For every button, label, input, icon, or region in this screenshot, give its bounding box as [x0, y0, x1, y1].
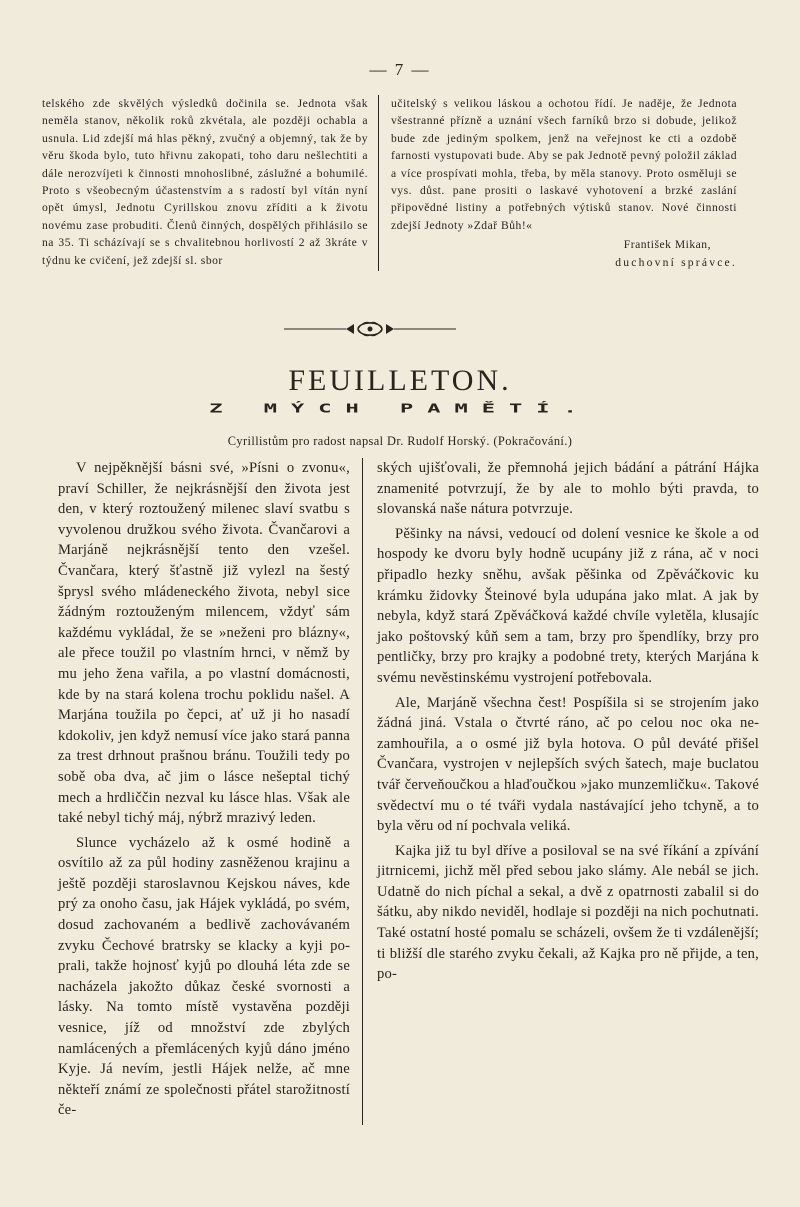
feuilleton-body	[58, 458, 764, 1125]
top-right-column	[378, 95, 737, 271]
top-article	[42, 95, 766, 271]
feuilleton-byline: Cyrillistům pro radost napsal Dr. Rudolf Horský. (Pokračování.)	[227, 434, 573, 448]
body-paragraph: V nejpěknější básni své, »Písni o zvonu«, praví Schiller, že nejkrásnější den života jest den, v který roztoužený milenec slaví svatbu s vyvolenou družkou svého života. Čvančarovi a Marjáně nejkrásnější tento den vzešel. Čvančara, který šťastně již vylezl na šestý šprysl svého mládeneckého života, nebyl sice žádným roztouženým milencem, vždyť sám každému vykládal, že se »neženi pro blázny«, ale přece toužil po vlastním hrnci, v němž by mu jeho žena vařila, a po vlastní domácnosti, kde by na stará kolena trochu poklidu našel. A Marjána toužila po čepci, ať už ji ho nasadí kdokoliv, jen když nemusí více jako stará panna za trest drhnout prašnou bránu. Toužili tedy po sobě oba dva, ač jim o lásce nešeptal tichý mech a hrdliččin nezval ku lásce hlas. Však ale také nebyl tichý máj, nýbrž mrazivý leden.	[58, 460, 350, 827]
top-left-text: telského zde skvělých výsledků dočinila se. Jednota však neměla stanov, několik roků zkvétala, ale později ochabla a usnula. Lid zdejší má hlas pěkný, zvučný a objemný, tak že by věru škoda bylo, tuto hřivnu zakopati, toho daru nešlechtiti a dále nerozvíjeti k činnosti mnohoslibné, záslužné a bohumilé. Proto s všeobecným účastenstvím a s radostí byl vítán nyní opět úmysl, Jednotu Cyrillskou znovu zříditi a k životu novému zase probuditi. Členů činných, dospělých přihlásilo se na 35. Ti scházívají se s chvalitebnou horlivostí 2 až 3kráte v týdnu ke cvičení, jež zdejší sl. sbor	[42, 97, 368, 267]
ornament-divider	[284, 318, 456, 340]
feuilleton-subtitle: Z MÝCH PAMĚTÍ.	[209, 402, 591, 416]
page-number: — 7 —	[369, 60, 431, 79]
signature-name: František Mikan,	[623, 238, 711, 252]
signature	[391, 236, 737, 271]
body-paragraph: Kajka již tu byl dříve a posiloval se na své říkání a zpívání jitrnicemi, jichž měl před sebou jako slámy. Ale nebál se jich. Udatně do nich píchal a sekal, a dvě z opatrnosti zabalil si do šátku, aby nikdo neviděl, hodlaje si později na nich pochutnati. Také ostatní hosté pomalu se scházeli, ovšem že ti vzdálenější; ti bližší dle starého zvyku čekali, až Kajka pro ně přijde, a ten, po-	[377, 842, 759, 983]
body-paragraph: Slunce vycházelo až k osmé hodině a osvítilo až za půl hodiny zasněženou krajinu a ještě později staroslavnou Kejskou náves, kde prý za onoho času, jak Hájek vykládá, po svém, dosud zachovaném a bedlivě zachovávaném zvyku Čechové bratrsky se klacky a kyji poprali, takže hojnosť kyjů po dlouhá léta zde se nacházela jakožto důkaz české svornosti a lásky. Na tomto místě vystavěna později vesnice, jíž od množství zde zbylých namlácených a přemlácených kyjů dáno jméno Kyje. Já nevím, jestli Hájek nelže, ač mne někteří známí ze společnosti přátel starožitností če-	[58, 834, 350, 1119]
body-right-column	[363, 458, 759, 1125]
body-paragraph: Pěšinky na návsi, vedoucí od dolení vesnice ke škole a od hospody ke dvoru byly hodně ucupány již z rána, ač v noci připadlo hezky sněhu, avšak pěšinka od Zpěváčkovic ku krámku židovky Šteinové byla udupána jako mlat. A jak by nebyla, když stará Zpěváčková každé chvíle vyletěla, klusajíc jako poštovský kůň sem a tam, brzy pro špendlíky, brzy pro pentličky, brzy pro krajky a podobné trety, kterých Marjána k svému nevěstinskému vystrojení potřebovala.	[377, 525, 759, 686]
top-right-text: učitelský s velikou láskou a ochotou řídí. Je naděje, že Jednota všestranné přízně a uznání všech farníků brzo si dobude, jelikož bude zde jediným spolkem, jenž na veřejnost ke cti a ozdobě farnosti vystupovati bude. Aby se pak Jednotě pevný položil základ a více prospívati mohla, třeba, by měla stanovy. Proto osměluji se vys. důst. pane prositi o laskavé vyhotovení a brzké zaslání připovědné listiny a potřebných výtisků stanov. Nové činnosti zdejší Jednoty »Zdař Bůh!«	[391, 97, 737, 232]
feuilleton-title: FEUILLETON.	[288, 364, 512, 397]
signature-role: duchovní správce.	[615, 255, 737, 269]
body-paragraph: ských ujišťovali, že přemnohá jejich bádání a pátrání Hájka znamenité potvrzují, že by ale to mohlo býti pravda, to slovanská naše nátura potvrzuje.	[377, 460, 759, 518]
body-paragraph: Ale, Marjáně všechna čest! Pospíšila si se strojením jako žádná jiná. Vstala o čtvrté ráno, ač po celou noc oka nezamhouřila, a o osmé již byla hotova. O půl deváté přišel Čvančara, vystrojen v nejlepších svých šatech, maje buclatou tvář červeňoučkou a hlaďoučkou »jako munzemličku«. Takové svědectví mu o té tváři vydala nastávající jeho tchyně, a to byla věru od ní pochvala veliká.	[377, 694, 759, 835]
body-left-column	[58, 458, 363, 1125]
top-left-column	[42, 95, 378, 271]
